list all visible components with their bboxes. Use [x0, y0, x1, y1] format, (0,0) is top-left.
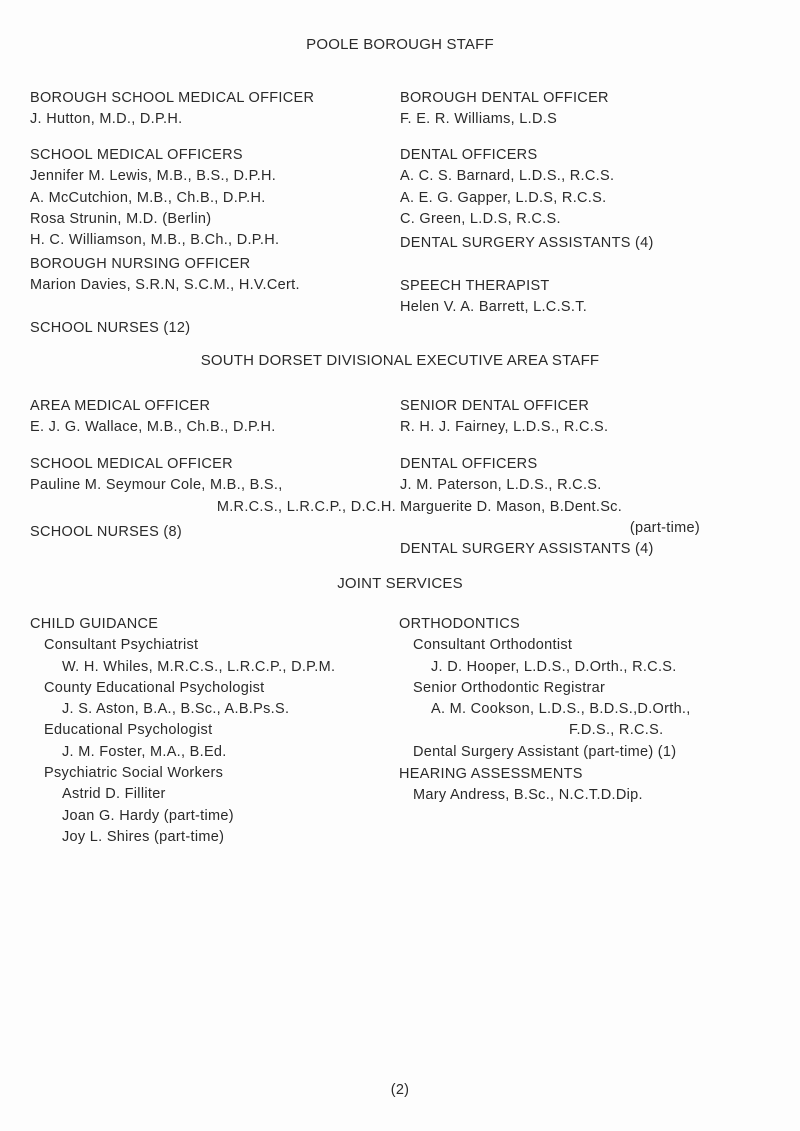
cp-name: W. H. Whiles, M.R.C.S., L.R.C.P., D.P.M.	[62, 658, 336, 675]
dental-surgery-assistants: DENTAL SURGERY ASSISTANTS (4)	[400, 541, 654, 557]
cep-label: County Educational Psychologist	[44, 679, 265, 696]
sdo-name: R. H. J. Fairney, L.D.S., R.C.S.	[400, 419, 609, 436]
school-nurses: SCHOOL NURSES (8)	[30, 524, 183, 540]
poole-dsa	[400, 233, 654, 254]
school-nurses: SCHOOL NURSES (12)	[30, 320, 191, 336]
smo-name: Pauline M. Seymour Cole, M.B., B.S.,	[30, 477, 283, 494]
bno-name: Marion Davies, S.R.N, S.C.M., H.V.Cert.	[30, 277, 300, 294]
bdo-title: BOROUGH DENTAL OFFICER	[400, 90, 609, 106]
child-guidance-block	[30, 614, 400, 848]
do-name: J. M. Paterson, L.D.S., R.C.S.	[400, 477, 602, 494]
smo-title: SCHOOL MEDICAL OFFICER	[30, 456, 233, 472]
psw-name: Joan G. Hardy (part-time)	[62, 807, 234, 824]
st-title: SPEECH THERAPIST	[400, 278, 550, 294]
ep-label: Educational Psychologist	[44, 722, 213, 739]
psw-label: Psychiatric Social Workers	[44, 765, 224, 782]
do-name: A. C. S. Barnard, L.D.S., R.C.S.	[400, 168, 615, 185]
poole-dental-officers	[400, 145, 790, 230]
south-dorset-heading: SOUTH DORSET DIVISIONAL EXECUTIVE AREA STAFF	[200, 352, 600, 369]
south-nurses	[30, 522, 182, 543]
co-name: J. D. Hooper, L.D.S., D.Orth., R.C.S.	[431, 658, 677, 675]
do-name: Marguerite D. Mason, B.Dent.Sc.	[400, 498, 623, 515]
smo-name: H. C. Williamson, M.B., B.Ch., D.P.H.	[30, 232, 280, 249]
bdo-name: F. E. R. Williams, L.D.S	[400, 111, 558, 128]
sor-name: A. M. Cookson, L.D.S., B.D.S.,D.Orth.,	[431, 701, 691, 718]
amo-title: AREA MEDICAL OFFICER	[30, 398, 211, 414]
hearing-assessments-block	[399, 764, 791, 807]
smo-name-continued: M.R.C.S., L.R.C.P., D.C.H.	[216, 498, 396, 515]
ha-title: HEARING ASSESSMENTS	[399, 766, 583, 782]
do-name: A. E. G. Gapper, L.D.S, R.C.S.	[400, 189, 607, 206]
south-dental-officers	[400, 454, 700, 539]
psw-name: Astrid D. Filliter	[62, 786, 166, 803]
orth-title: ORTHODONTICS	[399, 616, 520, 632]
joint-services-heading: JOINT SERVICES	[337, 575, 463, 592]
bsmo-title: BOROUGH SCHOOL MEDICAL OFFICER	[30, 90, 315, 106]
co-label: Consultant Orthodontist	[413, 637, 573, 654]
south-smo-block	[30, 454, 396, 518]
bno-title: BOROUGH NURSING OFFICER	[30, 256, 251, 272]
psw-name: Joy L. Shires (part-time)	[62, 828, 225, 845]
st-name: Helen V. A. Barrett, L.C.S.T.	[400, 299, 588, 316]
smo-name: Rosa Strunin, M.D. (Berlin)	[30, 210, 212, 227]
part-time-note: (part-time)	[629, 519, 700, 536]
do-title: DENTAL OFFICERS	[400, 456, 538, 472]
ep-name: J. M. Foster, M.A., B.Ed.	[62, 743, 227, 760]
sdo-title: SENIOR DENTAL OFFICER	[400, 398, 590, 414]
sor-label: Senior Orthodontic Registrar	[413, 679, 606, 696]
smo-name: A. McCutchion, M.B., Ch.B., D.P.H.	[30, 189, 266, 206]
smo-title: SCHOOL MEDICAL OFFICERS	[30, 147, 243, 163]
poole-bno-block	[30, 254, 400, 297]
orthodontics-block	[399, 614, 791, 763]
poole-right-column	[400, 88, 790, 131]
south-sdo-block	[400, 396, 790, 439]
south-amo-block	[30, 396, 400, 439]
page-number: (2)	[390, 1082, 410, 1098]
do-title: DENTAL OFFICERS	[400, 147, 538, 163]
poole-speech-therapist	[400, 276, 790, 319]
cep-name: J. S. Aston, B.A., B.Sc., A.B.Ps.S.	[62, 701, 290, 718]
bsmo-name: J. Hutton, M.D., D.P.H.	[30, 111, 183, 128]
poole-heading: POOLE BOROUGH STAFF	[306, 36, 494, 53]
dental-surgery-assistants: DENTAL SURGERY ASSISTANTS (4)	[400, 235, 654, 251]
south-dsa	[400, 539, 654, 560]
sor-name-continued: F.D.S., R.C.S.	[569, 722, 664, 739]
do-name: C. Green, L.D.S, R.C.S.	[400, 210, 561, 227]
ha-name: Mary Andress, B.Sc., N.C.T.D.Dip.	[413, 787, 643, 804]
dental-surgery-assistant: Dental Surgery Assistant (part-time) (1)	[413, 743, 677, 760]
smo-name: Jennifer M. Lewis, M.B., B.S., D.P.H.	[30, 168, 277, 185]
poole-nurses	[30, 318, 190, 339]
cp-label: Consultant Psychiatrist	[44, 637, 199, 654]
poole-left-column	[30, 88, 400, 131]
amo-name: E. J. G. Wallace, M.B., Ch.B., D.P.H.	[30, 419, 276, 436]
poole-smo-block	[30, 145, 400, 251]
cg-title: CHILD GUIDANCE	[30, 616, 159, 632]
